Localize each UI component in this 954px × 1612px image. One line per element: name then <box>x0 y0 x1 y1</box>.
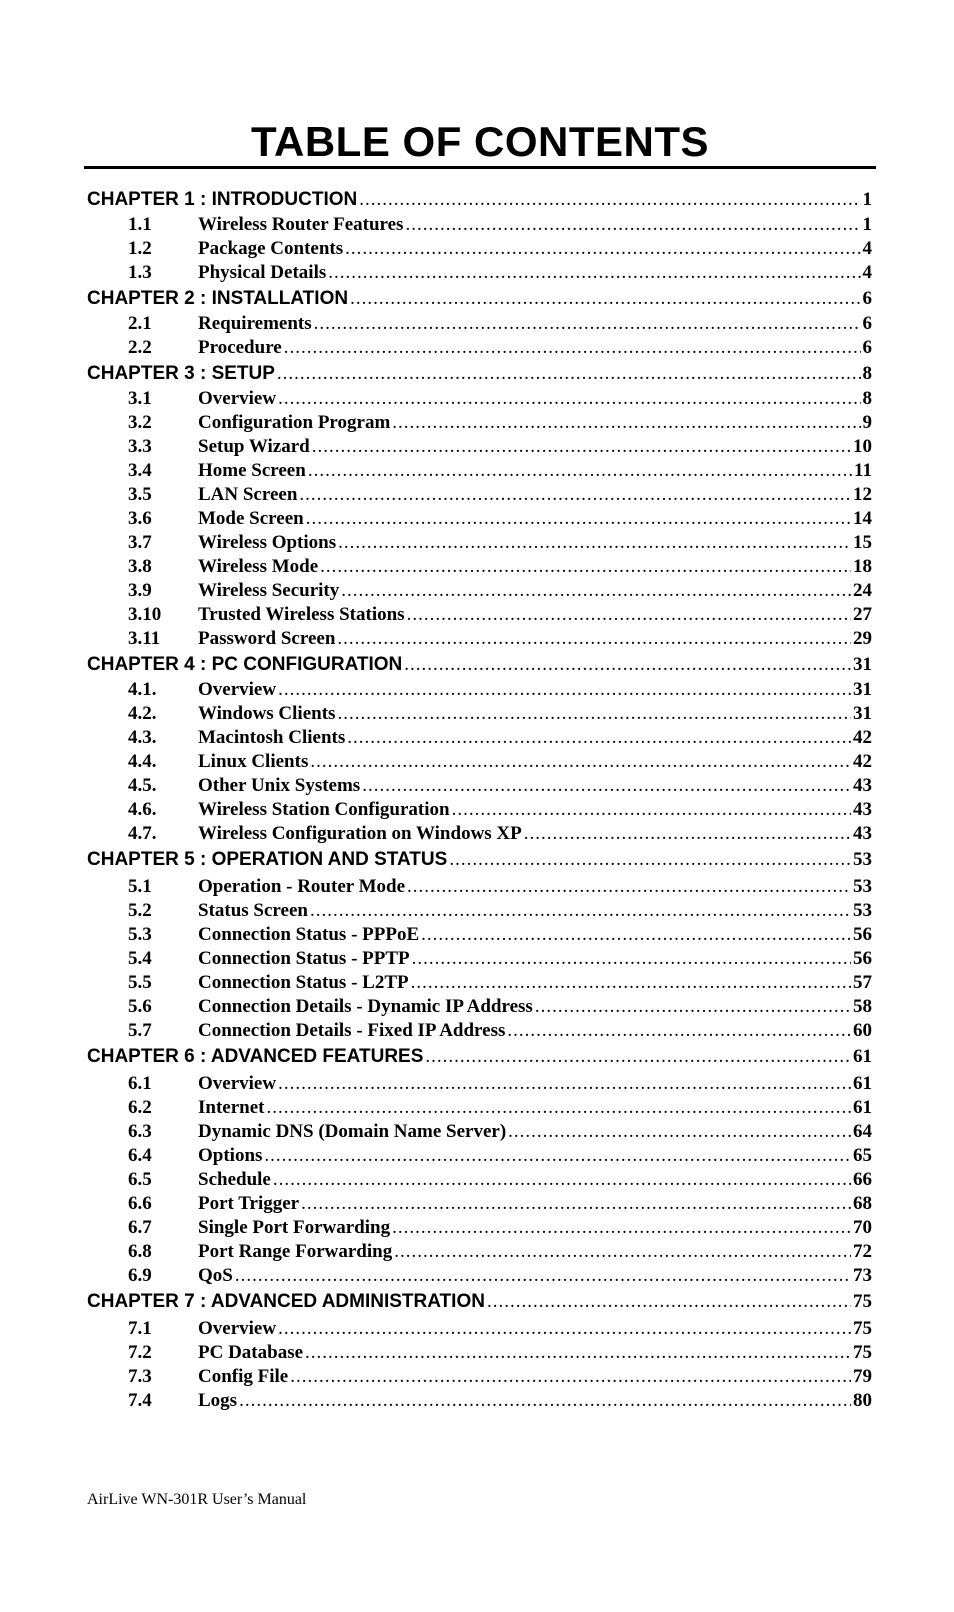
dot-leader <box>308 459 852 483</box>
dot-leader <box>299 483 851 507</box>
section-page-number: 6 <box>862 313 872 334</box>
toc-section-entry[interactable] <box>87 1365 872 1389</box>
chapter-title: CHAPTER 7 : ADVANCED ADMINISTRATION <box>87 1291 485 1312</box>
dot-leader <box>290 1365 851 1389</box>
dot-leader <box>392 1216 851 1240</box>
section-page-number: 43 <box>853 823 872 844</box>
toc-section-entry[interactable] <box>87 411 872 435</box>
section-title: Overview <box>198 388 277 409</box>
section-number: 2.1 <box>128 313 152 334</box>
toc-section-entry[interactable] <box>87 1096 872 1120</box>
dot-leader <box>264 1144 851 1168</box>
section-number: 5.5 <box>128 972 152 993</box>
section-number: 7.2 <box>128 1342 152 1363</box>
dot-leader <box>347 726 851 750</box>
dot-leader <box>338 531 851 555</box>
toc-section-entry[interactable] <box>87 1264 872 1288</box>
section-number: 5.3 <box>128 924 152 945</box>
toc-section-entry[interactable] <box>87 1168 872 1192</box>
section-title: Wireless Station Configuration <box>198 799 450 820</box>
toc-section-entry[interactable] <box>87 750 872 774</box>
section-page-number: 18 <box>853 556 872 577</box>
dot-leader <box>412 947 851 971</box>
section-number: 3.2 <box>128 412 152 433</box>
section-page-number: 42 <box>853 727 872 748</box>
section-title: Home Screen <box>198 460 306 481</box>
toc-section-entry[interactable] <box>87 1192 872 1216</box>
dot-leader <box>535 995 851 1019</box>
dot-leader <box>239 1389 851 1413</box>
dot-leader <box>278 1317 851 1341</box>
toc-section-entry[interactable] <box>87 899 872 923</box>
toc-section-entry[interactable] <box>87 1072 872 1096</box>
section-title: Connection Details - Fixed IP Address <box>198 1020 506 1041</box>
dot-leader <box>341 579 851 603</box>
section-page-number: 53 <box>853 900 872 921</box>
section-title: Logs <box>198 1390 238 1411</box>
section-number: 4.3. <box>128 727 157 748</box>
section-number: 3.5 <box>128 484 152 505</box>
toc-chapter-entry[interactable] <box>87 1043 872 1070</box>
section-number: 3.11 <box>128 628 161 649</box>
table-of-contents <box>87 186 872 1413</box>
section-number: 3.3 <box>128 436 152 457</box>
section-number: 1.3 <box>128 262 152 283</box>
section-page-number: 43 <box>853 775 872 796</box>
section-page-number: 60 <box>853 1020 872 1041</box>
section-title: Wireless Security <box>198 580 340 601</box>
section-number: 7.3 <box>128 1366 152 1387</box>
page-footer: AirLive WN-301R User’s Manual <box>87 1491 307 1508</box>
toc-section-entry[interactable] <box>87 702 872 726</box>
section-title: Procedure <box>198 337 282 358</box>
dot-leader <box>266 1096 851 1120</box>
chapter-page-number: 53 <box>853 849 872 870</box>
toc-section-entry[interactable] <box>87 1216 872 1240</box>
section-page-number: 31 <box>853 679 872 700</box>
dot-leader <box>312 435 851 459</box>
section-title: Configuration Program <box>198 412 391 433</box>
toc-section-entry[interactable] <box>87 312 872 336</box>
section-page-number: 24 <box>853 580 872 601</box>
dot-leader <box>278 1072 851 1096</box>
section-page-number: 56 <box>853 948 872 969</box>
section-number: 4.1. <box>128 679 157 700</box>
section-number: 2.2 <box>128 337 152 358</box>
toc-section-entry[interactable] <box>87 947 872 971</box>
title-underline <box>84 166 876 169</box>
section-title: QoS <box>198 1265 233 1286</box>
toc-section-entry[interactable] <box>87 774 872 798</box>
section-title: Wireless Mode <box>198 556 319 577</box>
chapter-title: CHAPTER 1 : INTRODUCTION <box>87 189 358 210</box>
section-title: Wireless Configuration on Windows XP <box>198 823 522 844</box>
section-title: Overview <box>198 679 277 700</box>
section-title: Port Range Forwarding <box>198 1241 393 1262</box>
section-page-number: 65 <box>853 1145 872 1166</box>
toc-section-entry[interactable] <box>87 483 872 507</box>
section-number: 6.3 <box>128 1121 152 1142</box>
toc-section-entry[interactable] <box>87 627 872 651</box>
section-title: Connection Details - Dynamic IP Address <box>198 996 533 1017</box>
section-number: 4.5. <box>128 775 157 796</box>
dot-leader <box>449 846 851 873</box>
toc-section-entry[interactable] <box>87 995 872 1019</box>
section-number: 7.4 <box>128 1390 152 1411</box>
section-page-number: 64 <box>853 1121 872 1142</box>
section-title: Physical Details <box>198 262 327 283</box>
section-page-number: 80 <box>853 1390 872 1411</box>
chapter-page-number: 61 <box>853 1046 872 1067</box>
toc-chapter-entry[interactable] <box>87 186 872 213</box>
toc-section-entry[interactable] <box>87 507 872 531</box>
section-number: 4.4. <box>128 751 157 772</box>
section-page-number: 15 <box>853 532 872 553</box>
section-page-number: 57 <box>853 972 872 993</box>
dot-leader <box>235 1264 851 1288</box>
toc-section-entry[interactable] <box>87 971 872 995</box>
dot-leader <box>273 1168 851 1192</box>
chapter-page-number: 1 <box>862 189 872 210</box>
section-number: 6.2 <box>128 1097 152 1118</box>
section-page-number: 10 <box>853 436 872 457</box>
section-title: Connection Status - PPPoE <box>198 924 420 945</box>
section-number: 6.8 <box>128 1241 152 1262</box>
dot-leader <box>277 360 861 387</box>
dot-leader <box>524 822 851 846</box>
chapter-page-number: 8 <box>862 363 872 384</box>
section-title: Overview <box>198 1318 277 1339</box>
section-page-number: 12 <box>853 484 872 505</box>
toc-section-entry[interactable] <box>87 678 872 702</box>
toc-section-entry[interactable] <box>87 875 872 899</box>
toc-section-entry[interactable] <box>87 726 872 750</box>
toc-section-entry[interactable] <box>87 555 872 579</box>
dot-leader <box>350 285 860 312</box>
section-page-number: 14 <box>853 508 872 529</box>
toc-section-entry[interactable] <box>87 531 872 555</box>
dot-leader <box>345 237 860 261</box>
section-page-number: 27 <box>853 604 872 625</box>
dot-leader <box>328 261 860 285</box>
section-page-number: 4 <box>862 238 872 259</box>
section-title: Options <box>198 1145 263 1166</box>
section-page-number: 56 <box>853 924 872 945</box>
section-page-number: 42 <box>853 751 872 772</box>
section-page-number: 75 <box>853 1342 872 1363</box>
dot-leader <box>508 1120 851 1144</box>
section-number: 3.7 <box>128 532 152 553</box>
section-page-number: 66 <box>853 1169 872 1190</box>
dot-leader <box>405 213 860 237</box>
chapter-title: CHAPTER 5 : OPERATION AND STATUS <box>87 849 448 870</box>
section-title: Linux Clients <box>198 751 309 772</box>
section-title: Single Port Forwarding <box>198 1217 391 1238</box>
section-number: 6.1 <box>128 1073 152 1094</box>
section-title: Connection Status - L2TP <box>198 972 409 993</box>
dot-leader <box>337 702 851 726</box>
toc-section-entry[interactable] <box>87 1240 872 1264</box>
dot-leader <box>392 411 860 435</box>
section-title: Internet <box>198 1097 265 1118</box>
section-number: 1.2 <box>128 238 152 259</box>
section-number: 5.7 <box>128 1020 152 1041</box>
section-number: 5.4 <box>128 948 152 969</box>
dot-leader <box>404 651 851 678</box>
toc-chapter-entry[interactable] <box>87 285 872 312</box>
dot-leader <box>310 750 851 774</box>
dot-leader <box>421 923 851 947</box>
toc-section-entry[interactable] <box>87 336 872 360</box>
toc-section-entry[interactable] <box>87 435 872 459</box>
section-number: 3.4 <box>128 460 152 481</box>
section-page-number: 79 <box>853 1366 872 1387</box>
toc-section-entry[interactable] <box>87 459 872 483</box>
dot-leader <box>407 603 851 627</box>
section-page-number: 31 <box>853 703 872 724</box>
section-page-number: 58 <box>853 996 872 1017</box>
section-page-number: 4 <box>862 262 872 283</box>
toc-chapter-entry[interactable] <box>87 360 872 387</box>
toc-section-entry[interactable] <box>87 1019 872 1043</box>
dot-leader <box>359 186 860 213</box>
toc-section-entry[interactable] <box>87 213 872 237</box>
toc-section-entry[interactable] <box>87 1120 872 1144</box>
section-number: 5.2 <box>128 900 152 921</box>
toc-chapter-entry[interactable] <box>87 846 872 873</box>
section-number: 3.8 <box>128 556 152 577</box>
chapter-title: CHAPTER 2 : INSTALLATION <box>87 288 349 309</box>
section-title: Setup Wizard <box>198 436 310 457</box>
dot-leader <box>337 627 851 651</box>
section-title: Config File <box>198 1366 289 1387</box>
section-title: Package Contents <box>198 238 344 259</box>
section-page-number: 61 <box>853 1073 872 1094</box>
dot-leader <box>306 507 851 531</box>
section-number: 4.6. <box>128 799 157 820</box>
dot-leader <box>320 555 851 579</box>
section-title: Connection Status - PPTP <box>198 948 410 969</box>
section-title: PC Database <box>198 1342 304 1363</box>
section-title: Other Unix Systems <box>198 775 361 796</box>
dot-leader <box>394 1240 851 1264</box>
section-number: 3.9 <box>128 580 152 601</box>
dot-leader <box>487 1288 851 1315</box>
section-title: Password Screen <box>198 628 336 649</box>
toc-section-entry[interactable] <box>87 798 872 822</box>
section-number: 6.5 <box>128 1169 152 1190</box>
section-page-number: 29 <box>853 628 872 649</box>
section-number: 6.6 <box>128 1193 152 1214</box>
toc-section-entry[interactable] <box>87 603 872 627</box>
toc-section-entry[interactable] <box>87 237 872 261</box>
toc-chapter-entry[interactable] <box>87 1288 872 1315</box>
chapter-page-number: 31 <box>853 654 872 675</box>
section-number: 3.1 <box>128 388 152 409</box>
dot-leader <box>452 798 851 822</box>
section-title: Operation - Router Mode <box>198 876 406 897</box>
toc-section-entry[interactable] <box>87 1389 872 1413</box>
section-number: 5.6 <box>128 996 152 1017</box>
section-number: 5.1 <box>128 876 152 897</box>
toc-section-entry[interactable] <box>87 822 872 846</box>
section-number: 4.2. <box>128 703 157 724</box>
dot-leader <box>301 1192 851 1216</box>
section-page-number: 75 <box>853 1318 872 1339</box>
section-page-number: 6 <box>862 337 872 358</box>
section-title: Wireless Options <box>198 532 337 553</box>
dot-leader <box>507 1019 851 1043</box>
section-page-number: 43 <box>853 799 872 820</box>
section-title: Schedule <box>198 1169 271 1190</box>
section-title: Dynamic DNS (Domain Name Server) <box>198 1121 507 1142</box>
dot-leader <box>314 312 861 336</box>
section-number: 7.1 <box>128 1318 152 1339</box>
section-page-number: 9 <box>862 412 872 433</box>
section-title: LAN Screen <box>198 484 298 505</box>
dot-leader <box>362 774 851 798</box>
dot-leader <box>425 1043 851 1070</box>
toc-section-entry[interactable] <box>87 1144 872 1168</box>
chapter-title: CHAPTER 6 : ADVANCED FEATURES <box>87 1046 424 1067</box>
toc-section-entry[interactable] <box>87 1341 872 1365</box>
dot-leader <box>411 971 851 995</box>
section-title: Port Trigger <box>198 1193 300 1214</box>
toc-section-entry[interactable] <box>87 923 872 947</box>
page-title: TABLE OF CONTENTS <box>250 118 710 165</box>
section-number: 3.6 <box>128 508 152 529</box>
dot-leader <box>278 678 851 702</box>
toc-section-entry[interactable] <box>87 1317 872 1341</box>
section-number: 1.1 <box>128 214 152 235</box>
section-number: 6.7 <box>128 1217 152 1238</box>
section-title: Status Screen <box>198 900 308 921</box>
section-title: Wireless Router Features <box>198 214 404 235</box>
chapter-title: CHAPTER 4 : PC CONFIGURATION <box>87 654 403 675</box>
dot-leader <box>278 387 860 411</box>
section-page-number: 8 <box>862 388 872 409</box>
section-number: 4.7. <box>128 823 157 844</box>
section-number: 6.4 <box>128 1145 152 1166</box>
section-number: 6.9 <box>128 1265 152 1286</box>
section-page-number: 11 <box>854 460 872 481</box>
section-title: Windows Clients <box>198 703 336 724</box>
toc-section-entry[interactable] <box>87 261 872 285</box>
section-number: 3.10 <box>128 604 162 625</box>
section-title: Requirements <box>198 313 312 334</box>
section-page-number: 68 <box>853 1193 872 1214</box>
dot-leader <box>305 1341 851 1365</box>
toc-section-entry[interactable] <box>87 579 872 603</box>
section-page-number: 61 <box>853 1097 872 1118</box>
chapter-title: CHAPTER 3 : SETUP <box>87 363 275 384</box>
section-title: Overview <box>198 1073 277 1094</box>
section-title: Macintosh Clients <box>198 727 346 748</box>
toc-chapter-entry[interactable] <box>87 651 872 678</box>
section-page-number: 72 <box>853 1241 872 1262</box>
chapter-page-number: 6 <box>862 288 872 309</box>
dot-leader <box>407 875 851 899</box>
section-page-number: 73 <box>853 1265 872 1286</box>
section-page-number: 53 <box>853 876 872 897</box>
chapter-page-number: 75 <box>853 1291 872 1312</box>
section-page-number: 1 <box>862 214 872 235</box>
dot-leader <box>284 336 861 360</box>
section-title: Trusted Wireless Stations <box>198 604 405 625</box>
section-title: Mode Screen <box>198 508 304 529</box>
dot-leader <box>310 899 851 923</box>
section-page-number: 70 <box>853 1217 872 1238</box>
toc-section-entry[interactable] <box>87 387 872 411</box>
